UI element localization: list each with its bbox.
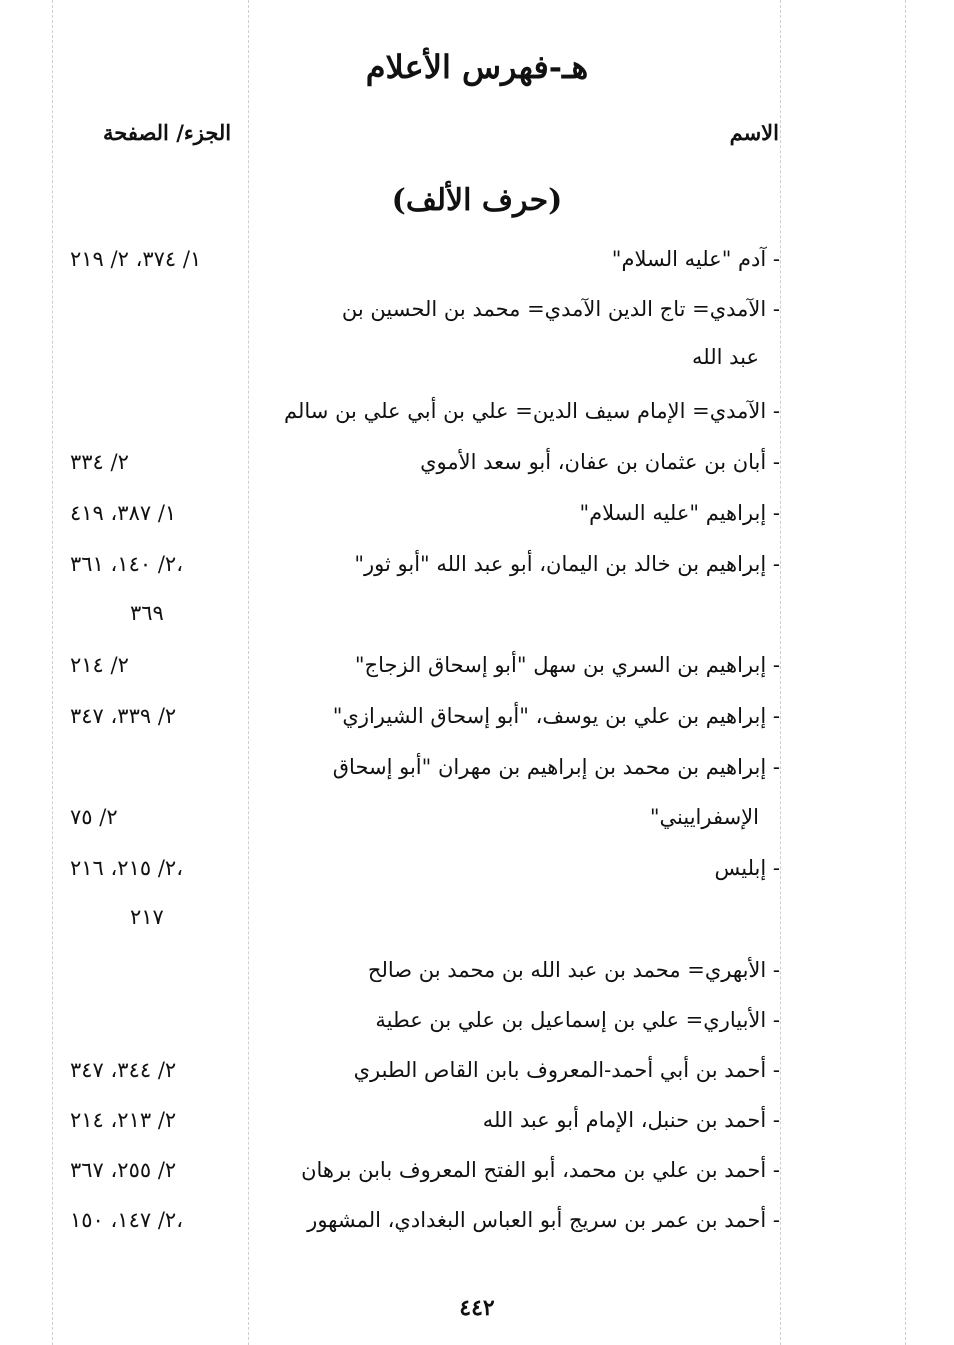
index-entry-name: - إبراهيم بن علي بن يوسف، "أبو إسحاق الشيرازي": [332, 704, 780, 728]
index-entry-pages: ٢/ ٢٥٥، ٣٦٧: [70, 1158, 177, 1182]
name-column-header: الاسم: [729, 120, 779, 145]
index-entry-name: - الأبياري= علي بن إسماعيل بن علي بن عطية: [375, 1008, 780, 1032]
index-entry-name: - أحمد بن أبي أحمد-المعروف بابن القاص الطبري: [353, 1058, 780, 1082]
index-entry-name: - أحمد بن علي بن محمد، أبو الفتح المعروف بابن برهان: [301, 1158, 780, 1182]
index-entry-pages: ٢/ ٢١٣، ٢١٤: [70, 1108, 177, 1132]
index-entry-pages: ٢/ ٢١٤: [70, 653, 129, 677]
index-entry-pages: ٢/ ٢١٥، ٢١٦،: [70, 856, 183, 880]
index-entry-pages: ١/ ٣٧٤، ٢/ ٢١٩: [70, 247, 202, 271]
section-heading: (حرف الألف): [391, 183, 563, 218]
index-entry-name: - أحمد بن عمر بن سريج أبو العباس البغدادي، المشهور: [307, 1208, 780, 1232]
index-entry-name: - أبان بن عثمان بن عفان، أبو سعد الأموي: [420, 450, 780, 474]
index-entry-pages: ١/ ٣٨٧، ٤١٩: [70, 501, 177, 525]
index-entry-pages: ٢/ ١٤٧، ١٥٠،: [70, 1208, 183, 1232]
pages-column-header: الجزء/ الصفحة: [103, 120, 232, 145]
index-entry-pages: ٢/ ٧٥: [70, 805, 118, 829]
index-entry-name-continued: الإسفراييني": [649, 805, 759, 829]
index-entry-name: - إبراهيم "عليه السلام": [579, 501, 780, 525]
index-entry-name: - إبراهيم بن السري بن سهل "أبو إسحاق الزجاج": [354, 653, 780, 677]
index-entry-name: - إبليس: [714, 856, 780, 880]
index-entry-name: - الآمدي= الإمام سيف الدين= علي بن أبي علي بن سالم: [284, 399, 780, 423]
index-entry-pages: ٢/ ٣٣٤: [70, 450, 129, 474]
index-entry-pages-continued: ٢١٧: [130, 905, 164, 929]
index-entry-name: - أحمد بن حنبل، الإمام أبو عبد الله: [482, 1108, 780, 1132]
index-entry-pages-continued: ٣٦٩: [130, 601, 164, 625]
index-entry-pages: ٢/ ٣٤٤، ٣٤٧: [70, 1058, 177, 1082]
index-entry-pages: ٢/ ١٤٠، ٣٦١،: [70, 552, 183, 576]
index-entry-name: - الآمدي= تاج الدين الآمدي= محمد بن الحسين بن: [341, 297, 780, 321]
index-entry-pages: ٢/ ٣٣٩، ٣٤٧: [70, 704, 177, 728]
index-entry-name: - إبراهيم بن خالد بن اليمان، أبو عبد الله "أبو ثور": [354, 552, 780, 576]
index-entry-name: - إبراهيم بن محمد بن إبراهيم بن مهران "أبو إسحاق: [332, 755, 780, 779]
page-title: هـ-فهرس الأعلام: [365, 48, 589, 86]
index-entry-name: - الأبهري= محمد بن عبد الله بن محمد بن صالح: [367, 958, 780, 982]
page-number: ٤٤٢: [459, 1295, 495, 1321]
index-entry-name-continued: عبد الله: [691, 345, 759, 369]
index-entry-name: - آدم "عليه السلام": [611, 247, 780, 271]
